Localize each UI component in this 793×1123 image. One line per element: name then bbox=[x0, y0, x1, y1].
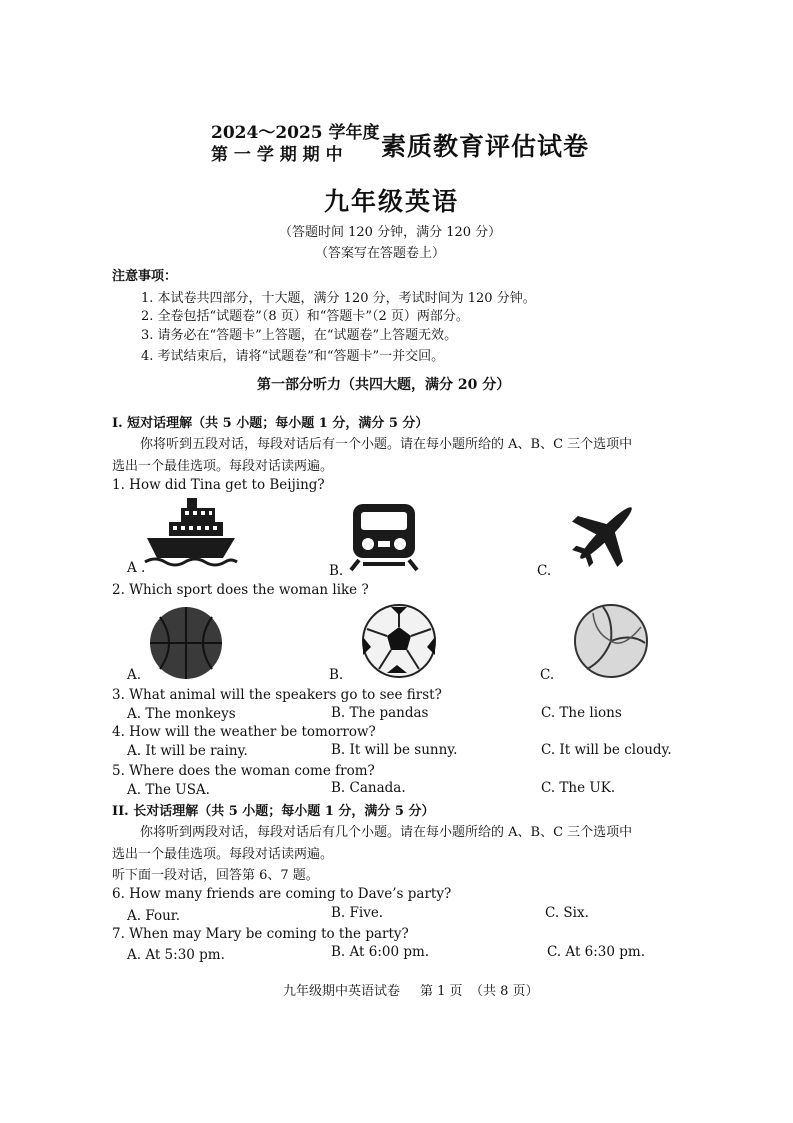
option-c: C. At 6:30 pm. bbox=[547, 944, 646, 960]
section-intro: 你将听到两段对话，每段对话后有几个小题。请在每小题所给的 A、B、C 三个选项中 bbox=[140, 825, 633, 840]
section-title: II. 长对话理解（共 5 小题；每小题 1 分，满分 5 分） bbox=[112, 804, 435, 819]
option-a: A . bbox=[127, 560, 146, 576]
question-stem: 1. How did Tina get to Beijing? bbox=[112, 477, 325, 493]
option-c: C. It will be cloudy. bbox=[541, 742, 672, 758]
option-c: C. bbox=[540, 667, 555, 683]
notice-title: 注意事项： bbox=[112, 269, 178, 284]
question-stem: 6. How many friends are coming to Dave’s party? bbox=[112, 886, 452, 902]
soccer-ball-icon bbox=[361, 603, 437, 679]
question-stem: 5. Where does the woman come from? bbox=[112, 763, 375, 779]
answer-note: （答案写在答题卷上） bbox=[315, 246, 446, 261]
part-title: 第一部分听力（共四大题，满分 20 分） bbox=[257, 377, 511, 393]
section-intro: 你将听到五段对话，每段对话后有一个小题。请在每小题所给的 A、B、C 三个选项中 bbox=[140, 437, 633, 452]
section-intro: 选出一个最佳选项。每段对话读两遍。 bbox=[112, 847, 334, 862]
exam-year: 2024～2025 学年度 bbox=[211, 123, 380, 143]
dialog-intro: 听下面一段对话，回答第 6、7 题。 bbox=[112, 868, 319, 883]
section-intro: 选出一个最佳选项。每段对话读两遍。 bbox=[112, 459, 334, 474]
question-stem: 2. Which sport does the woman like ? bbox=[112, 582, 369, 598]
page-title: 九年级英语 bbox=[324, 187, 460, 216]
option-b: B. The pandas bbox=[331, 705, 429, 721]
footer-label: 九年级期中英语试卷 bbox=[283, 984, 401, 999]
option-a: A. It will be rainy. bbox=[127, 743, 248, 759]
page-number: 第 1 页 bbox=[420, 984, 463, 999]
option-a: A. At 5:30 pm. bbox=[127, 947, 225, 963]
basketball-icon bbox=[148, 605, 224, 681]
option-a: A. The USA. bbox=[127, 782, 210, 798]
option-c: C. bbox=[537, 563, 552, 579]
question-stem: 4. How will the weather be tomorrow? bbox=[112, 724, 376, 740]
question-stem: 3. What animal will the speakers go to see first? bbox=[112, 687, 442, 703]
time-info: （答题时间 120 分钟，满分 120 分） bbox=[279, 225, 502, 240]
notice-item: 4. 考试结束后，请将“试题卷”和“答题卡”一并交回。 bbox=[141, 349, 445, 364]
exam-term: 第 一 学 期 期 中 bbox=[211, 145, 343, 165]
notice-item: 2. 全卷包括“试题卷”（8 页）和“答题卡”（2 页）两部分。 bbox=[141, 309, 469, 324]
option-b: B. Five. bbox=[331, 905, 384, 921]
exam-name: 素质教育评估试卷 bbox=[381, 132, 590, 161]
notice-item: 3. 请务必在“答题卡”上答题，在“试题卷”上答题无效。 bbox=[141, 328, 458, 343]
option-b: B. At 6:00 pm. bbox=[331, 944, 430, 960]
airplane-icon bbox=[568, 495, 644, 571]
option-a: A. The monkeys bbox=[127, 706, 236, 722]
ship-icon bbox=[143, 494, 239, 570]
option-b: B. Canada. bbox=[331, 780, 406, 796]
option-a: A. Four. bbox=[127, 908, 181, 924]
section-title: I. 短对话理解（共 5 小题；每小题 1 分，满分 5 分） bbox=[112, 416, 429, 431]
option-c: C. Six. bbox=[545, 905, 589, 921]
option-b: B. bbox=[329, 563, 344, 579]
option-a: A. bbox=[127, 667, 142, 683]
volleyball-icon bbox=[573, 603, 649, 679]
option-b: B. bbox=[329, 667, 344, 683]
train-icon bbox=[349, 500, 419, 572]
notice-item: 1. 本试卷共四部分，十大题，满分 120 分，考试时间为 120 分钟。 bbox=[141, 291, 536, 306]
option-b: B. It will be sunny. bbox=[331, 742, 458, 758]
option-c: C. The UK. bbox=[541, 780, 616, 796]
question-stem: 7. When may Mary be coming to the party? bbox=[112, 926, 409, 942]
option-c: C. The lions bbox=[541, 705, 622, 721]
page-total: （共 8 页） bbox=[470, 984, 539, 999]
